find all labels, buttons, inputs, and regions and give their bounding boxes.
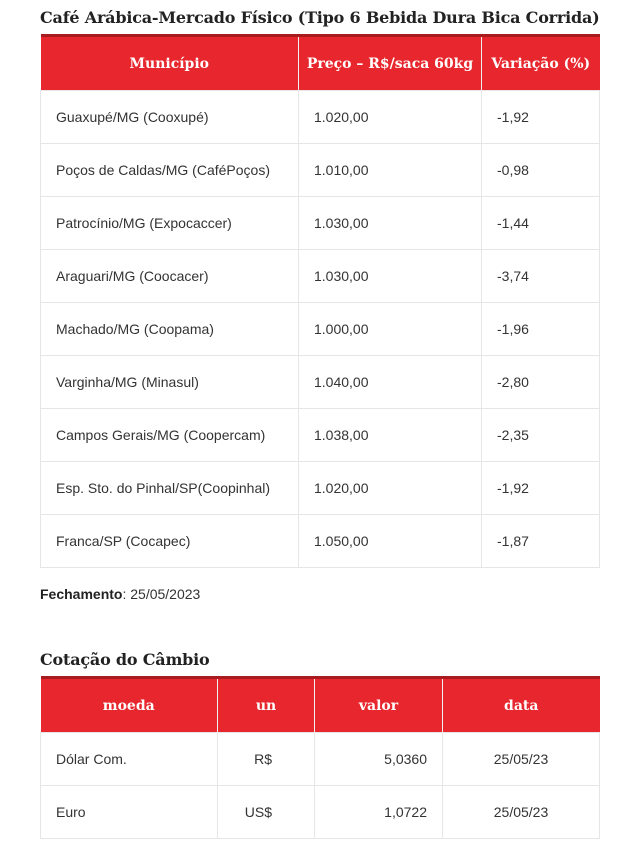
cell-moeda: Dólar Com. xyxy=(41,733,218,786)
cell-municipio: Franca/SP (Cocapec) xyxy=(41,515,299,568)
cell-variacao: -1,92 xyxy=(482,91,600,144)
cell-moeda: Euro xyxy=(41,786,218,839)
table-row xyxy=(41,409,600,462)
closing-date: 25/05/2023 xyxy=(130,586,201,602)
table-row xyxy=(41,197,600,250)
cell-variacao: -2,35 xyxy=(482,409,600,462)
table-row xyxy=(41,303,600,356)
cell-variacao: -0,98 xyxy=(482,144,600,197)
table-row xyxy=(41,91,600,144)
cell-valor: 1,0722 xyxy=(315,786,443,839)
cell-municipio: Guaxupé/MG (Cooxupé) xyxy=(41,91,299,144)
coffee-price-table xyxy=(40,34,600,568)
closing-separator: : xyxy=(122,586,131,602)
exchange-table-title: Cotação do Câmbio xyxy=(40,650,210,669)
table-row xyxy=(41,144,600,197)
table-row xyxy=(41,786,600,839)
cell-preco: 1.030,00 xyxy=(299,250,482,303)
header-data: data xyxy=(504,697,539,714)
cell-municipio: Poços de Caldas/MG (CaféPoços) xyxy=(41,144,299,197)
closing-date-note xyxy=(40,586,200,602)
cell-valor: 5,0360 xyxy=(315,733,443,786)
closing-label: Fechamento xyxy=(40,586,123,602)
cell-municipio: Araguari/MG (Coocacer) xyxy=(41,250,299,303)
header-moeda: moeda xyxy=(41,678,218,733)
cell-preco: 1.030,00 xyxy=(299,197,482,250)
cell-municipio: Campos Gerais/MG (Coopercam) xyxy=(41,409,299,462)
header-municipio: Município xyxy=(41,36,299,91)
cell-data: 25/05/23 xyxy=(443,733,600,786)
header-un: un xyxy=(218,678,315,733)
cell-variacao: -1,96 xyxy=(482,303,600,356)
cell-municipio: Patrocínio/MG (Expocaccer) xyxy=(41,197,299,250)
header-preco: Preço – R$/saca 60kg xyxy=(299,36,482,91)
table-row xyxy=(41,462,600,515)
cell-variacao: -1,87 xyxy=(482,515,600,568)
cell-variacao: -2,80 xyxy=(482,356,600,409)
table-row xyxy=(41,733,600,786)
cell-municipio: Varginha/MG (Minasul) xyxy=(41,356,299,409)
cell-preco: 1.050,00 xyxy=(299,515,482,568)
coffee-table-title: Café Arábica-Mercado Físico (Tipo 6 Bebida Dura Bica Corrida) xyxy=(40,8,600,27)
cell-preco: 1.020,00 xyxy=(299,91,482,144)
header-valor: valor xyxy=(315,678,443,733)
cell-preco: 1.000,00 xyxy=(299,303,482,356)
cell-variacao: -1,44 xyxy=(482,197,600,250)
table-row xyxy=(41,356,600,409)
cell-un: R$ xyxy=(218,733,315,786)
cell-preco: 1.038,00 xyxy=(299,409,482,462)
cell-preco: 1.040,00 xyxy=(299,356,482,409)
coffee-table-header-row xyxy=(41,36,600,91)
cell-preco: 1.020,00 xyxy=(299,462,482,515)
cell-municipio: Machado/MG (Coopama) xyxy=(41,303,299,356)
cell-variacao: -1,92 xyxy=(482,462,600,515)
table-row xyxy=(41,515,600,568)
cell-data: 25/05/23 xyxy=(443,786,600,839)
cell-un: US$ xyxy=(218,786,315,839)
cell-preco: 1.010,00 xyxy=(299,144,482,197)
exchange-table-header-row xyxy=(41,678,600,733)
cell-variacao: -3,74 xyxy=(482,250,600,303)
table-row xyxy=(41,250,600,303)
header-variacao: Variação (%) xyxy=(491,55,591,72)
cell-municipio: Esp. Sto. do Pinhal/SP(Coopinhal) xyxy=(41,462,299,515)
exchange-rate-table xyxy=(40,676,600,839)
